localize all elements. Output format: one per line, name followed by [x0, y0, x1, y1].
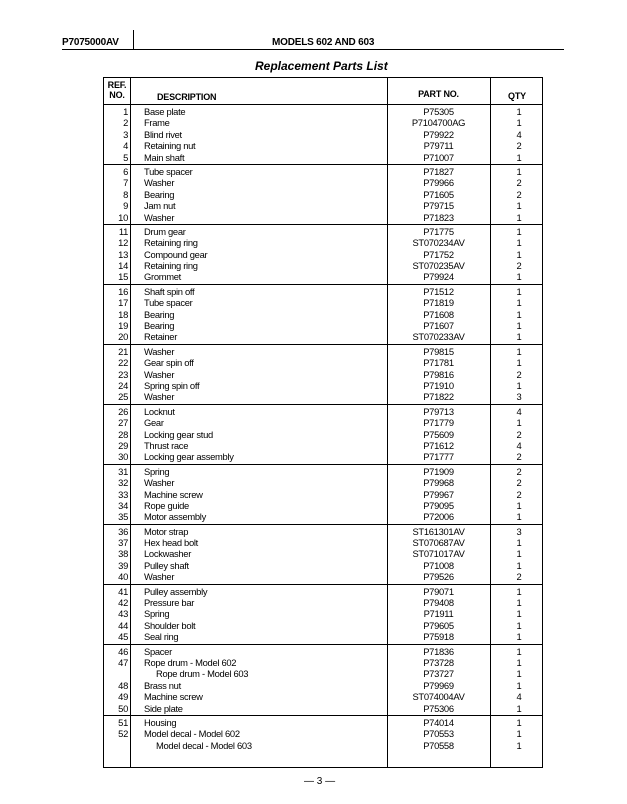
quantity: 1: [516, 331, 522, 343]
quantity: 1: [516, 597, 522, 609]
ref-number: 50: [118, 702, 128, 714]
ref-number: 16: [118, 285, 128, 297]
quantity: 4: [516, 691, 522, 703]
quantity: 1: [516, 537, 522, 549]
table-row: [104, 309, 542, 320]
table-row: [104, 668, 542, 679]
description: Retaining nut: [144, 140, 196, 152]
ref-number: 41: [118, 585, 128, 597]
description: Motor strap: [144, 525, 189, 537]
quantity: 4: [516, 439, 522, 451]
ref-number: 3: [123, 128, 128, 140]
table-row: [104, 489, 542, 500]
description: Frame: [144, 117, 170, 129]
description: Retaining ring: [144, 237, 198, 249]
quantity: 1: [516, 285, 522, 297]
quantity: 1: [516, 668, 522, 680]
part-number: P79711: [423, 140, 454, 152]
description: Seal ring: [144, 631, 179, 643]
description: Machine screw: [144, 488, 203, 500]
quantity: 1: [516, 548, 522, 560]
table-row: [104, 680, 542, 691]
quantity: 2: [516, 177, 522, 189]
quantity: 1: [516, 211, 522, 223]
description: Washer: [144, 177, 175, 189]
quantity: 1: [516, 165, 522, 177]
table-row: [104, 500, 542, 511]
ref-number: 9: [123, 200, 128, 212]
ref-number: 24: [118, 379, 128, 391]
part-number: P74014: [423, 716, 454, 728]
ref-number: 36: [118, 525, 128, 537]
table-row: [104, 657, 542, 668]
ref-number: 20: [118, 331, 128, 343]
quantity: 4: [516, 128, 522, 140]
quantity: 1: [516, 702, 522, 714]
part-number: P79968: [423, 477, 454, 489]
part-number: P71605: [423, 188, 454, 200]
table-row: [104, 391, 542, 402]
description: Machine screw: [144, 691, 203, 703]
table-row: [104, 417, 542, 428]
ref-number: 40: [118, 571, 128, 583]
ref-number: 10: [118, 211, 128, 223]
table-row: [104, 728, 542, 739]
quantity: 1: [516, 679, 522, 691]
part-number: P73728: [423, 656, 454, 668]
table-row: [104, 346, 542, 357]
description: Tube spacer: [144, 297, 193, 309]
part-number: P71910: [423, 379, 454, 391]
parts-group: [104, 164, 542, 224]
description: Locking gear stud: [144, 428, 213, 440]
part-number: P71836: [423, 645, 454, 657]
description: Retainer: [144, 331, 178, 343]
part-number: P71608: [423, 308, 454, 320]
table-row: [104, 380, 542, 391]
table-row: [104, 440, 542, 451]
ref-number: 26: [118, 405, 128, 417]
description: Bearing: [144, 188, 175, 200]
description: Gear: [144, 417, 164, 429]
ref-number: 17: [118, 297, 128, 309]
table-row: [104, 608, 542, 619]
part-number: P70553: [423, 728, 454, 740]
description: Hex head bolt: [144, 537, 198, 549]
part-number: P71911: [423, 608, 454, 620]
ref-number: 8: [123, 188, 128, 200]
part-number: ST074004AV: [412, 691, 465, 703]
ref-number: 32: [118, 477, 128, 489]
table-row: [104, 511, 542, 522]
table-row: [104, 691, 542, 702]
ref-number: 23: [118, 368, 128, 380]
description: Side plate: [144, 702, 183, 714]
part-number: P7104700AG: [411, 117, 466, 129]
ref-number: 34: [118, 499, 128, 511]
description: Pulley assembly: [144, 585, 208, 597]
quantity: 2: [516, 188, 522, 200]
quantity: 1: [516, 656, 522, 668]
part-number: P71612: [423, 439, 454, 451]
part-number: P71777: [423, 451, 454, 463]
ref-number: 6: [123, 165, 128, 177]
quantity: 1: [516, 345, 522, 357]
table-row: [104, 212, 542, 223]
description: Rope guide: [144, 499, 189, 511]
description: Spring: [144, 465, 170, 477]
table-row: [104, 526, 542, 537]
quantity: 1: [516, 559, 522, 571]
part-number: P75306: [423, 702, 454, 714]
part-number: P75609: [423, 428, 454, 440]
parts-group: [104, 524, 542, 584]
parts-group: [104, 644, 542, 715]
ref-number: 12: [118, 237, 128, 249]
description: Locking gear assembly: [144, 451, 234, 463]
part-number: P79071: [423, 585, 454, 597]
table-row: [104, 597, 542, 608]
table-row: [104, 271, 542, 282]
description: Compound gear: [144, 248, 208, 260]
description: Housing: [144, 716, 177, 728]
description: Washer: [144, 368, 175, 380]
part-number: P75305: [423, 106, 454, 117]
part-number: ST070234AV: [412, 237, 465, 249]
table-row: [104, 586, 542, 597]
table-row: [104, 129, 542, 140]
table-row: [104, 717, 542, 728]
description: Thrust race: [144, 439, 189, 451]
part-number: P71779: [423, 417, 454, 429]
ref-number: 46: [118, 645, 128, 657]
table-row: [104, 703, 542, 714]
part-number: P71775: [423, 225, 454, 237]
description: Washer: [144, 391, 175, 403]
quantity: 1: [516, 631, 522, 643]
table-row: [104, 631, 542, 642]
quantity: 1: [516, 200, 522, 212]
quantity: 2: [516, 260, 522, 272]
table-row: [104, 249, 542, 260]
header-ref-line2: NO.: [109, 90, 125, 100]
part-number: ST161301AV: [412, 525, 465, 537]
quantity: 1: [516, 417, 522, 429]
table-row: [104, 200, 542, 211]
quantity: 1: [516, 511, 522, 523]
quantity: 2: [516, 368, 522, 380]
description: Lockwasher: [144, 548, 192, 560]
part-number: ST071017AV: [412, 548, 465, 560]
description: Model decal - Model 602: [144, 728, 240, 740]
quantity: 2: [516, 488, 522, 500]
ref-number: 37: [118, 537, 128, 549]
table-row: [104, 177, 542, 188]
quantity: 1: [516, 237, 522, 249]
description: Motor assembly: [144, 511, 206, 523]
part-number: P71909: [423, 465, 454, 477]
quantity: 2: [516, 140, 522, 152]
quantity: 3: [516, 525, 522, 537]
part-number: P73727: [423, 668, 454, 680]
table-row: [104, 537, 542, 548]
quantity: 1: [516, 106, 522, 117]
part-number: P72006: [423, 511, 454, 523]
part-number: P79408: [423, 597, 454, 609]
description: Grommet: [144, 271, 181, 283]
table-row: [104, 466, 542, 477]
table-row: [104, 451, 542, 462]
models-heading: MODELS 602 AND 603: [272, 37, 375, 48]
quantity: 2: [516, 428, 522, 440]
quantity: 1: [516, 619, 522, 631]
part-number: P79713: [423, 405, 454, 417]
description: Shoulder bolt: [144, 619, 196, 631]
description: Rope drum - Model 602: [144, 656, 237, 668]
ref-number: 15: [118, 271, 128, 283]
part-number: P75918: [423, 631, 454, 643]
table-row: [104, 620, 542, 631]
ref-number: 30: [118, 451, 128, 463]
table-row: [104, 226, 542, 237]
quantity: 2: [516, 571, 522, 583]
header-ref-line1: REF.: [107, 80, 127, 90]
description: Locknut: [144, 405, 175, 417]
ref-number: 47: [118, 656, 128, 668]
quantity: 2: [516, 465, 522, 477]
part-number: P79924: [423, 271, 454, 283]
table-row: [104, 237, 542, 248]
table-row: [104, 140, 542, 151]
part-number: ST070687AV: [412, 537, 465, 549]
description: Blind rivet: [144, 128, 182, 140]
table-row: [104, 189, 542, 200]
document-number: P7075000AV: [62, 37, 119, 48]
description: Spring spin off: [144, 379, 200, 391]
ref-number: 42: [118, 597, 128, 609]
ref-number: 31: [118, 465, 128, 477]
quantity: 1: [516, 151, 522, 163]
table-row: [104, 106, 542, 117]
part-number: P79715: [423, 200, 454, 212]
header-rule: [62, 49, 564, 50]
parts-group: [104, 284, 542, 344]
table-row: [104, 571, 542, 582]
description: Jam nut: [144, 200, 176, 212]
quantity: 1: [516, 739, 522, 751]
part-number: P71823: [423, 211, 454, 223]
part-number: P79969: [423, 679, 454, 691]
description: Bearing: [144, 320, 175, 332]
quantity: 1: [516, 248, 522, 260]
table-row: [104, 369, 542, 380]
ref-number: 18: [118, 308, 128, 320]
ref-number: 14: [118, 260, 128, 272]
ref-number: 5: [123, 151, 128, 163]
description: Main shaft: [144, 151, 185, 163]
ref-number: 25: [118, 391, 128, 403]
part-number: P71512: [423, 285, 454, 297]
ref-number: 27: [118, 417, 128, 429]
description: Washer: [144, 345, 175, 357]
quantity: 1: [516, 117, 522, 129]
part-number: P71007: [423, 151, 454, 163]
page-title: Replacement Parts List: [255, 59, 388, 73]
ref-number: 4: [123, 140, 128, 152]
description: Bearing: [144, 308, 175, 320]
part-number: P70558: [423, 739, 454, 751]
part-number: P79815: [423, 345, 454, 357]
part-number: P79605: [423, 619, 454, 631]
description: Pressure bar: [144, 597, 195, 609]
table-row: [104, 477, 542, 488]
quantity: 1: [516, 308, 522, 320]
parts-group: [104, 584, 542, 644]
parts-group: [104, 224, 542, 284]
ref-number: 33: [118, 488, 128, 500]
quantity: 1: [516, 379, 522, 391]
table-row: [104, 260, 542, 271]
header-separator: [133, 30, 134, 50]
table-row: [104, 357, 542, 368]
ref-number: 1: [123, 106, 128, 117]
quantity: 1: [516, 716, 522, 728]
part-number: P71819: [423, 297, 454, 309]
ref-number: 44: [118, 619, 128, 631]
page-number: — 3 —: [304, 776, 336, 787]
ref-number: 51: [118, 716, 128, 728]
description: Washer: [144, 477, 175, 489]
parts-group: [104, 344, 542, 404]
part-number: P79922: [423, 128, 454, 140]
part-number: P79816: [423, 368, 454, 380]
part-number: P71822: [423, 391, 454, 403]
quantity: 1: [516, 728, 522, 740]
table-row: [104, 166, 542, 177]
table-row: [104, 646, 542, 657]
description: Model decal - Model 603: [156, 739, 252, 751]
ref-number: 13: [118, 248, 128, 260]
parts-group: [104, 464, 542, 524]
table-row: [104, 406, 542, 417]
part-number: P71781: [423, 357, 454, 369]
header-qty: QTY: [508, 91, 526, 101]
ref-number: 21: [118, 345, 128, 357]
quantity: 1: [516, 271, 522, 283]
quantity: 1: [516, 320, 522, 332]
table-row: [104, 286, 542, 297]
description: Shaft spin off: [144, 285, 195, 297]
parts-group: [104, 105, 542, 164]
part-number: P71607: [423, 320, 454, 332]
description: Pulley shaft: [144, 559, 189, 571]
description: Washer: [144, 571, 175, 583]
ref-number: 2: [123, 117, 128, 129]
part-number: P71752: [423, 248, 454, 260]
ref-number: 52: [118, 728, 128, 740]
table-row: [104, 560, 542, 571]
ref-number: 7: [123, 177, 128, 189]
quantity: 3: [516, 391, 522, 403]
table-row: [104, 117, 542, 128]
ref-number: 35: [118, 511, 128, 523]
table-row: [104, 297, 542, 308]
quantity: 1: [516, 357, 522, 369]
ref-number: 19: [118, 320, 128, 332]
ref-number: 48: [118, 679, 128, 691]
quantity: 1: [516, 585, 522, 597]
table-row: [104, 320, 542, 331]
part-number: P79095: [423, 499, 454, 511]
ref-number: 29: [118, 439, 128, 451]
table-row: [104, 429, 542, 440]
description: Washer: [144, 211, 175, 223]
quantity: 1: [516, 297, 522, 309]
parts-group: [104, 715, 542, 752]
description: Tube spacer: [144, 165, 193, 177]
ref-number: 22: [118, 357, 128, 369]
table-row: [104, 548, 542, 559]
quantity: 1: [516, 645, 522, 657]
quantity: 2: [516, 477, 522, 489]
parts-group: [104, 404, 542, 464]
description: Rope drum - Model 603: [156, 668, 249, 680]
description: Gear spin off: [144, 357, 194, 369]
description: Base plate: [144, 106, 186, 117]
quantity: 1: [516, 608, 522, 620]
ref-number: 49: [118, 691, 128, 703]
quantity: 1: [516, 499, 522, 511]
parts-groups: [104, 105, 542, 752]
table-row: [104, 331, 542, 342]
quantity: 2: [516, 451, 522, 463]
part-number: P79966: [423, 177, 454, 189]
table-row: [104, 152, 542, 163]
part-number: ST070233AV: [412, 331, 465, 343]
ref-number: 28: [118, 428, 128, 440]
part-number: P79967: [423, 488, 454, 500]
table-row: [104, 740, 542, 751]
quantity: 1: [516, 225, 522, 237]
part-number: P71008: [423, 559, 454, 571]
ref-number: 11: [118, 225, 128, 237]
ref-number: 43: [118, 608, 128, 620]
part-number: ST070235AV: [412, 260, 465, 272]
description: Drum gear: [144, 225, 186, 237]
ref-number: 39: [118, 559, 128, 571]
parts-table: [103, 77, 543, 768]
header-part-no: PART NO.: [418, 89, 459, 99]
description: Spring: [144, 608, 170, 620]
header-description: DESCRIPTION: [157, 92, 217, 102]
description: Retaining ring: [144, 260, 198, 272]
part-number: P71827: [423, 165, 454, 177]
ref-number: 45: [118, 631, 128, 643]
part-number: P79526: [423, 571, 454, 583]
description: Spacer: [144, 645, 172, 657]
quantity: 4: [516, 405, 522, 417]
ref-number: 38: [118, 548, 128, 560]
description: Brass nut: [144, 679, 181, 691]
